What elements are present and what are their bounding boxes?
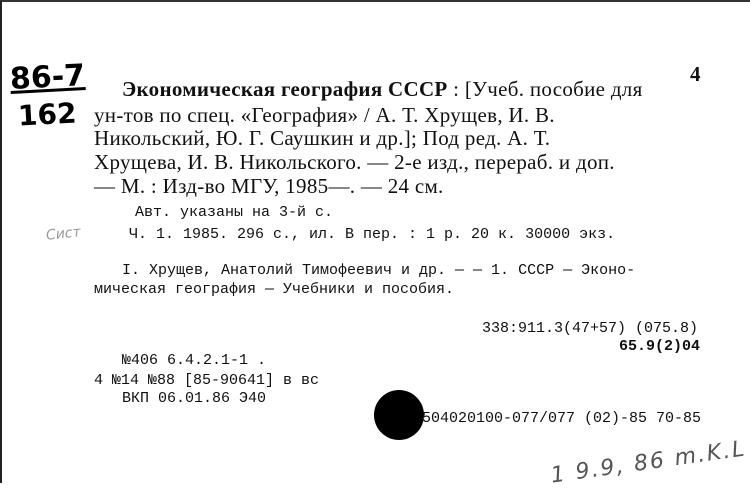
handwritten-shelf-mark-top: 86-7 bbox=[9, 58, 86, 97]
body-line-1: ун-тов по спец. «География» / А. Т. Хрущев, И. В. bbox=[94, 103, 555, 127]
author-note: Авт. указаны на 3-й с. bbox=[135, 204, 334, 221]
book-title: Экономическая география СССР bbox=[122, 77, 448, 101]
punch-hole bbox=[374, 390, 424, 440]
title-continuation: : [Учеб. пособие для bbox=[447, 77, 643, 101]
udc-code: 338:911.3(47+57) (075.8) bbox=[482, 320, 699, 337]
bbk-code: 65.9(2)04 bbox=[619, 338, 701, 355]
subject-line-2: мическая география — Учебники и пособия. bbox=[94, 281, 455, 298]
body-line-2: Никольский, Ю. Г. Саушкин и др.]; Под ред. А. Т. bbox=[94, 126, 551, 150]
order-line-2: 4 №14 №88 [85-90641] в вс bbox=[94, 372, 320, 389]
volume-line: Ч. 1. 1985. 296 с., ил. В пер. : 1 р. 20 к. 30000 экз. bbox=[129, 226, 616, 243]
order-line-1: №406 6.4.2.1-1 . bbox=[122, 352, 267, 369]
handwritten-shelf-mark-bottom: 162 bbox=[17, 96, 78, 133]
title-line bbox=[122, 77, 643, 102]
body-line-4: — М. : Изд-во МГУ, 1985—. — 24 см. bbox=[94, 174, 444, 198]
subject-line-1: I. Хрущев, Анатолий Тимофеевич и др. — — 1. СССР — Эконо- bbox=[122, 262, 636, 279]
stamp-mark: Сист bbox=[45, 224, 82, 244]
publisher-code: 504020100-077/077 (02)-85 70-85 bbox=[422, 410, 702, 427]
order-line-3: ВКП 06.01.86 Э40 bbox=[122, 390, 267, 407]
card-number: 4 bbox=[690, 62, 701, 86]
pencil-note: 1 9.9, 86 m.K.L bbox=[549, 436, 748, 489]
body-line-3: Хрущева, И. В. Никольского. — 2-е изд., перераб. и доп. bbox=[94, 150, 615, 174]
